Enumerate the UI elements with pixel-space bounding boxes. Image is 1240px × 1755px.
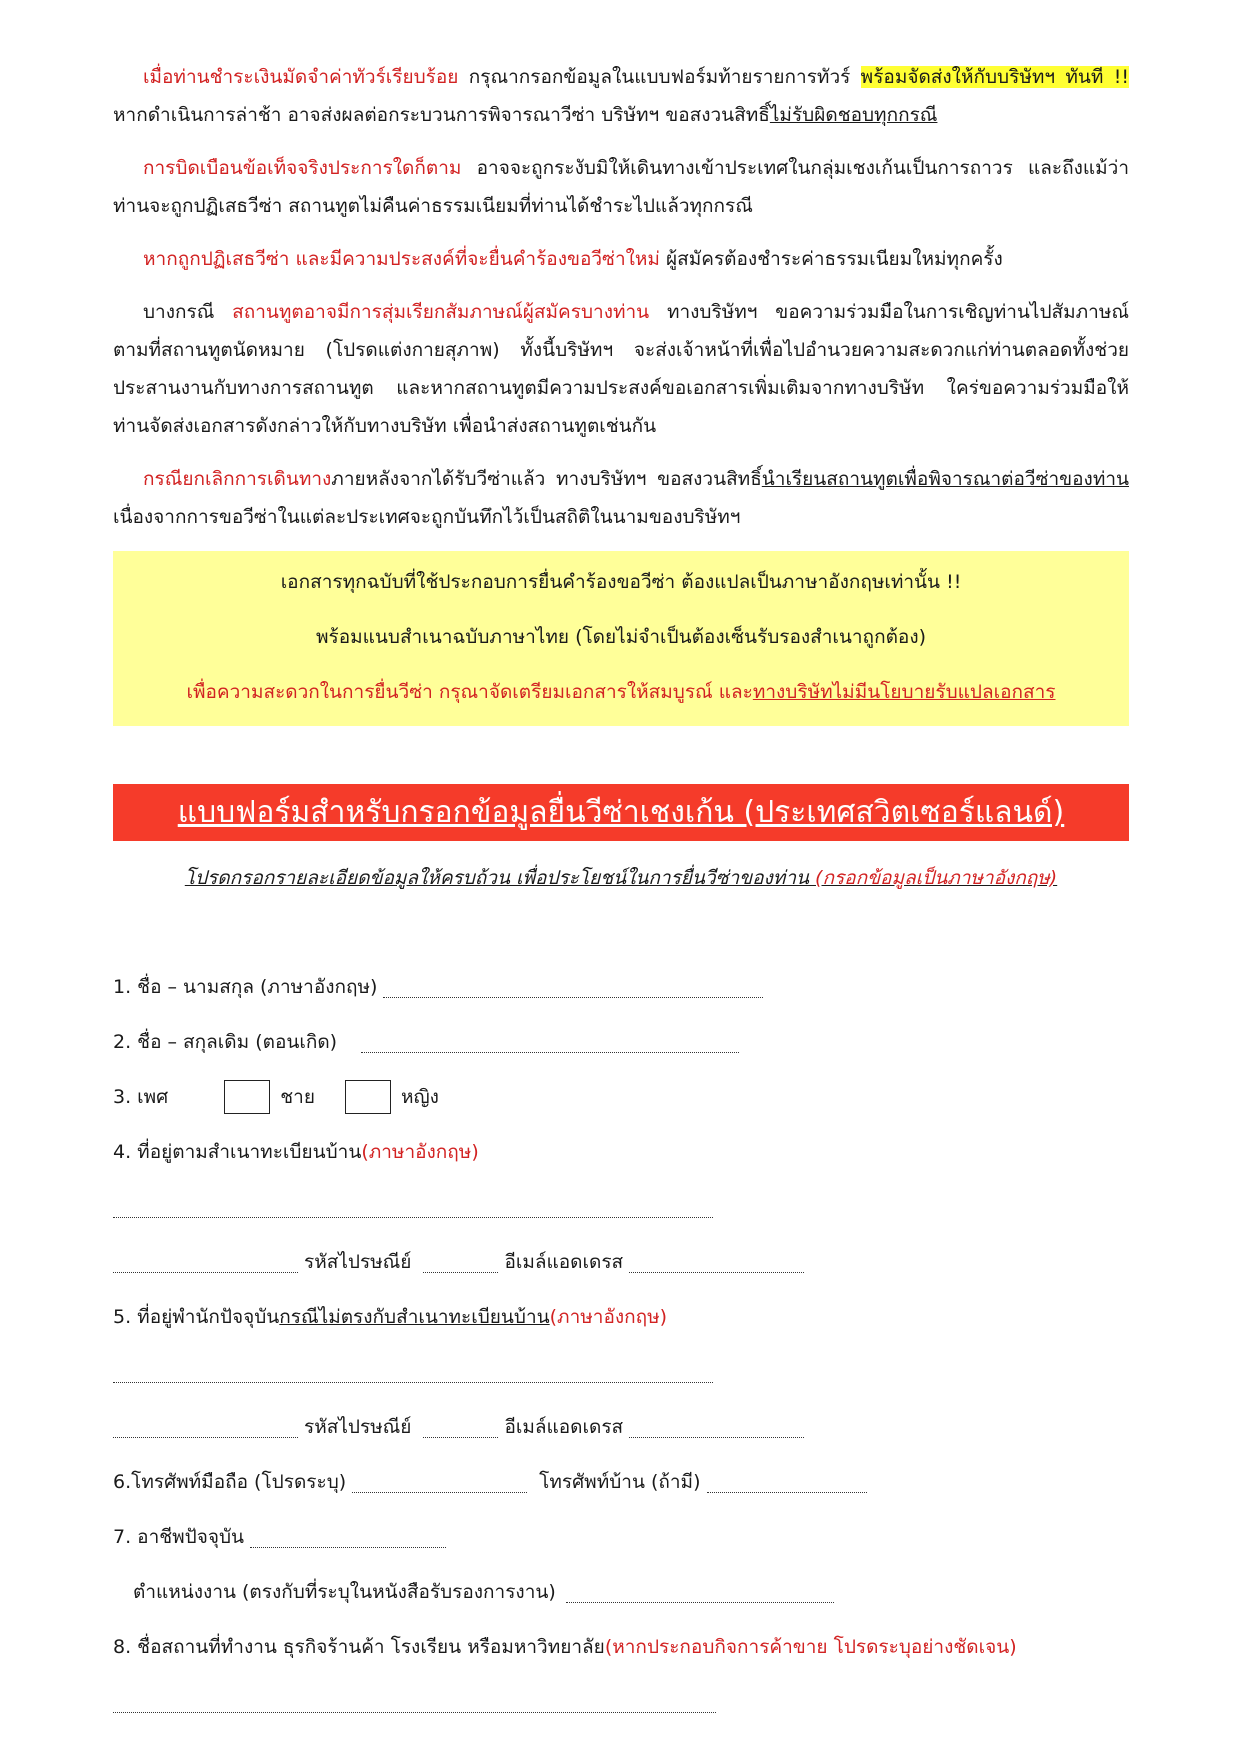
intro-paragraph-2: การบิดเบือนข้อเท็จจริงประการใดก็ตาม อาจจะถูกระงับมิให้เดินทางเข้าประเทศในกลุ่มเชงเก้นเป็นการถาวร และถึงแม้ว่าท่านจะถูกปฏิเสธวีซ่า สถานทูตไม่คืนค่าธรรมเนียมที่ท่านได้ชำระไปแล้วทุกกรณี [113,157,1129,217]
male-checkbox[interactable] [224,1080,270,1114]
field-workplace: 8. ชื่อสถานที่ทำงาน ธุรกิจร้านค้า โรงเรียน หรือมหาวิทยาลัย (หากประกอบกิจการค้าขาย โปรดระบุอย่างชัดเจน) [113,1635,1017,1658]
registered-address-input-2[interactable] [113,1258,298,1273]
current-address-input[interactable] [113,1368,713,1383]
female-checkbox[interactable] [345,1080,391,1114]
registered-postcode-input[interactable] [423,1258,498,1273]
intro-paragraph-5: กรณียกเลิกการเดินทางภายหลังจากได้รับวีซ่าแล้ว ทางบริษัทฯ ขอสงวนสิทธิ์นำเรียนสถานทูตเพื่อพิจารณาต่อวีซ่าของท่าน เนื่องจากการขอวีซ่าในแต่ละประเทศจะถูกบันทึกไว้เป็นสถิติในนามของบริษัทฯ [113,468,1129,528]
field-name-english: 1. ชื่อ – นามสกุล (ภาษาอังกฤษ) [113,959,1129,1014]
field-occupation: 7. อาชีพปัจจุบัน [113,1509,1129,1564]
current-address-input-2[interactable] [113,1423,298,1438]
highlight-send-now: พร้อมจัดส่งให้กับบริษัทฯ ทันที !! [860,66,1129,88]
intro-paragraph-4: บางกรณี สถานทูตอาจมีการสุ่มเรียกสัมภาษณ์ผู้สมัครบางท่าน ทางบริษัทฯ ขอความร่วมมือในการเชิญท่านไปสัมภาษณ์ตามที่สถานทูตนัดหมาย (โปรดแต่งกายสุภาพ) ทั้งนี้บริษัทฯ จะส่งเจ้าหน้าที่เพื่อไปอำนวยความสะดวกแก่ท่านตลอดทั้งช่วยประสานงานกับทางการสถานทูต และหากสถานทูตมีความประสงค์ขอเอกสารเพิ่มเติมจากทางบริษัท ใคร่ขอความร่วมมือให้ท่านจัดส่งเอกสารดังกล่าวให้กับทางบริษัท เพื่อนำส่งสถานทูตเช่นกัน [113,301,1129,437]
form-subtitle: โปรดกรอกรายละเอียดข้อมูลให้ครบถ้วน เพื่อประโยชน์ในการยื่นวีซ่าของท่าน (กรอกข้อมูลเป็นภาษาอังกฤษ) [184,867,1058,889]
notice-line-2: พร้อมแนบสำเนาฉบับภาษาไทย (โดยไม่จำเป็นต้องเซ็นรับรองสำเนาถูกต้อง) [315,626,927,648]
notice-line-3: เพื่อความสะดวกในการยื่นวีซ่า กรุณาจัดเตรียมเอกสารให้สมบูรณ์ และทางบริษัทไม่มีนโยบายรับแปลเอกสาร [186,681,1056,703]
home-phone-input[interactable] [707,1478,867,1493]
field-position: ตำแหน่งงาน (ตรงกับที่ระบุในหนังสือรับรองการงาน) [113,1564,1129,1619]
mobile-phone-input[interactable] [352,1478,527,1493]
field-maiden-name: 2. ชื่อ – สกุลเดิม (ตอนเกิด) [113,1014,1129,1069]
maiden-name-input[interactable] [361,1038,739,1053]
translation-notice-box [113,551,1129,726]
field-gender: 3. เพศ ชาย หญิง [113,1069,1129,1124]
occupation-input[interactable] [250,1533,446,1548]
notice-line-1: เอกสารทุกฉบับที่ใช้ประกอบการยื่นคำร้องขอวีซ่า ต้องแปลเป็นภาษาอังกฤษเท่านั้น !! [280,571,962,593]
workplace-input[interactable] [113,1698,716,1713]
registered-address-input[interactable] [113,1203,713,1218]
current-postcode-input[interactable] [423,1423,498,1438]
current-address-line [113,1344,1129,1399]
form-title: แบบฟอร์มสำหรับกรอกข้อมูลยื่นวีซ่าเชงเก้น (ประเทศสวิตเซอร์แลนด์) [113,784,1129,841]
registered-email-input[interactable] [629,1258,804,1273]
intro-paragraph-3: หากถูกปฏิเสธวีซ่า และมีความประสงค์ที่จะยื่นคำร้องขอวีซ่าใหม่ ผู้สมัครต้องชำระค่าธรรมเนียมใหม่ทุกครั้ง [143,248,1003,270]
document-page [113,58,1129,1729]
current-postcode-email-row: รหัสไปรษณีย์ อีเมล์แอดเดรส [113,1399,1129,1454]
field-phone: 6.โทรศัพท์มือถือ (โปรดระบุ) โทรศัพท์บ้าน (ถ้ามี) [113,1454,1129,1509]
form-fields [113,959,1129,1729]
workplace-line [113,1674,1129,1729]
deposit-note: เมื่อท่านชำระเงินมัดจำค่าทัวร์เรียบร้อย [143,66,459,88]
position-input[interactable] [566,1588,834,1603]
address-postcode-email-row: รหัสไปรษณีย์ อีเมล์แอดเดรส [113,1234,1129,1289]
address-line [113,1179,1129,1234]
current-email-input[interactable] [629,1423,804,1438]
field-registered-address: 4. ที่อยู่ตามสำเนาทะเบียนบ้าน (ภาษาอังกฤษ) [113,1140,479,1163]
intro-paragraph-1: เมื่อท่านชำระเงินมัดจำค่าทัวร์เรียบร้อย กรุณากรอกข้อมูลในแบบฟอร์มท้ายรายการทัวร์ พร้อมจัดส่งให้กับบริษัทฯ ทันที !! หากดำเนินการล่าช้า อาจส่งผลต่อกระบวนการพิจารณาวีซ่า บริษัทฯ ขอสงวนสิทธิ์ไม่รับผิดชอบทุกกรณี [113,66,1129,126]
field-current-address: 5. ที่อยู่พำนักปัจจุบัน กรณีไม่ตรงกับสำเนาทะเบียนบ้าน (ภาษาอังกฤษ) [113,1305,668,1328]
name-english-input[interactable] [383,983,763,998]
